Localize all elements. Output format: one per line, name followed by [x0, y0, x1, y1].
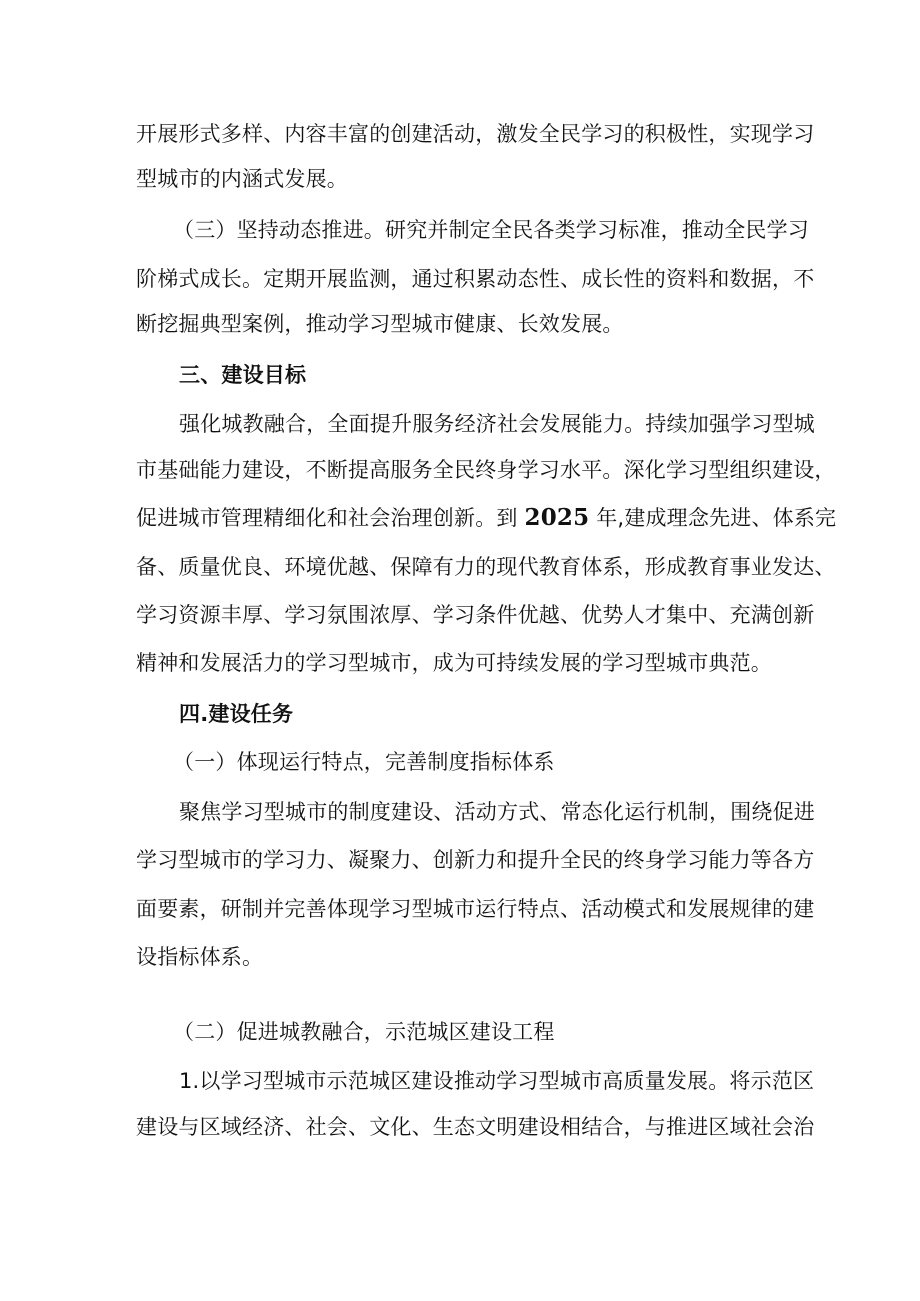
paragraph-line: 建设与区域经济、社会、文化、生态文明建设相结合，与推进区域社会治 [136, 1115, 815, 1139]
paragraph-line: 聚焦学习型城市的制度建设、活动方式、常态化运行机制，围绕促进 [179, 800, 815, 824]
paragraph-line: 备、质量优良、环境优越、保障有力的现代教育体系，形成教育事业发达、 [136, 555, 836, 579]
paragraph-line: 强化城教融合，全面提升服务经济社会发展能力。持续加强学习型城 [179, 412, 815, 436]
text-run: 年,建成理念先进、体系完 [589, 506, 837, 530]
section-heading: 三、建设目标 [179, 363, 307, 387]
paragraph-line [136, 504, 837, 532]
paragraph-line: （三）坚持动态推进。研究并制定全民各类学习标准，推动全民学习 [173, 218, 809, 242]
paragraph-line: 1.以学习型城市示范城区建设推动学习型城市高质量发展。将示范区 [179, 1069, 815, 1093]
year-number: 2025 [524, 504, 590, 531]
paragraph-line: 断挖掘典型案例，推动学习型城市健康、长效发展。 [136, 312, 624, 336]
paragraph-line: 型城市的内涵式发展。 [136, 167, 348, 191]
text-run: 促进城市管理精细化和社会治理创新。到 [136, 506, 525, 530]
section-heading: 四.建设任务 [179, 702, 294, 726]
paragraph-line: 精神和发展活力的学习型城市，成为可持续发展的学习型城市典范。 [136, 651, 772, 675]
paragraph-line: 市基础能力建设，不断提高服务全民终身学习水平。深化学习型组织建设， [136, 458, 836, 482]
subsection-heading: （二）促进城教融合，示范城区建设工程 [173, 1020, 555, 1044]
paragraph-line: 阶梯式成长。定期开展监测，通过积累动态性、成长性的资料和数据，不 [136, 267, 815, 291]
paragraph-line: 面要素，研制并完善体现学习型城市运行特点、活动模式和发展规律的建 [136, 897, 815, 921]
paragraph-line: 设指标体系。 [136, 945, 264, 969]
paragraph-line: 开展形式多样、内容丰富的创建活动，激发全民学习的积极性，实现学习 [136, 122, 815, 146]
paragraph-line: 学习资源丰厚、学习氛围浓厚、学习条件优越、优势人才集中、充满创新 [136, 603, 815, 627]
subsection-heading: （一）体现运行特点，完善制度指标体系 [173, 750, 555, 774]
paragraph-line: 学习型城市的学习力、凝聚力、创新力和提升全民的终身学习能力等各方 [136, 848, 815, 872]
